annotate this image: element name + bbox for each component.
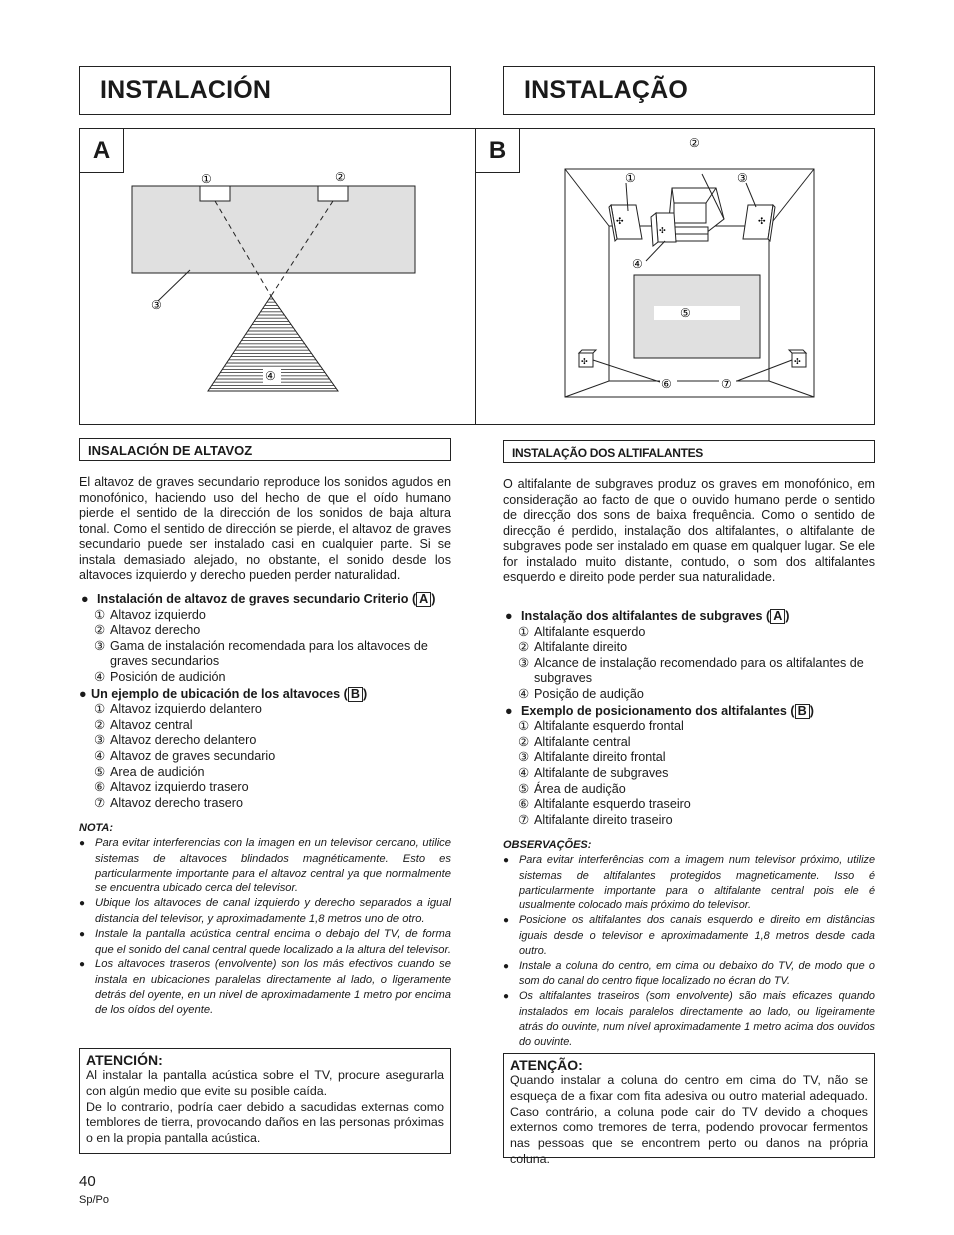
figure-a bbox=[79, 128, 476, 425]
fig-b-label-6: ⑥ bbox=[661, 377, 672, 391]
svg-text:✣: ✣ bbox=[794, 357, 801, 366]
list-item: ⑥ Altifalante esquerdo traseiro bbox=[518, 797, 691, 812]
page-title-right: INSTALAÇÃO bbox=[524, 76, 689, 104]
attention-title-left: ATENCIÓN: bbox=[86, 1052, 163, 1068]
language-code: Sp/Po bbox=[79, 1194, 109, 1206]
list-item: ② Altifalante direito bbox=[518, 640, 628, 655]
intro-left: El altavoz de graves secundario reproduce los sonidos agudos en monofónico, haciendo uso del hecho de que el oído humano pierde el sentido de la dirección de los sonidos de baja altura tonal. Como el sentido de dirección se pierde, el altavoz de graves secundario puede ser instalado casi en cualquier parte. Si se instala demasiado alejado, no obstante, el sonido desde los altavoces izquierdo y derecho pueden perder naturalidad. bbox=[79, 475, 451, 582]
list-item: ③ Alcance de instalação recomendado para os altifalantes de subgraves bbox=[518, 655, 864, 686]
list-item: ② Altavoz central bbox=[94, 717, 193, 732]
list-item: ⑦ Altifalante direito traseiro bbox=[518, 812, 673, 827]
bullet-heading-b-right: ● Exemplo de posicionamento dos altifalantes ( B ) bbox=[505, 703, 814, 718]
svg-text:✣: ✣ bbox=[581, 357, 588, 366]
list-item: ③ Gama de instalación recomendada para los altavoces de graves secundarios bbox=[94, 638, 428, 669]
note-title-right: OBSERVAÇÕES: bbox=[503, 839, 592, 851]
note-item: ● Posicione os altifalantes dos canais esquerdo e direito em distâncias iguais desde o televisor e aproximadamente 1,8 metros desde cada outro. bbox=[503, 914, 875, 957]
note-item: ● Para evitar interferências com a imagem num televisor próximo, utilize sistemas de altifalantes protegidos magneticamente. Isso é particularmente importante para o altifalante central pois ele é usualmente colocado mais próximo do televisor. bbox=[503, 854, 875, 912]
list-item: ① Altifalante esquerdo frontal bbox=[518, 719, 684, 734]
fig-a-label-2: ② bbox=[335, 170, 346, 184]
svg-text:✣: ✣ bbox=[659, 226, 666, 235]
list-item: ① Altavoz izquierdo delantero bbox=[94, 702, 262, 717]
figure-a-tag: A bbox=[80, 129, 124, 173]
fig-a-label-3: ③ bbox=[151, 298, 162, 312]
note-item: ● Instale a coluna do centro, em cima ou debaixo do TV, de modo que o som do canal do centro fique localizado no écran do TV. bbox=[503, 959, 875, 988]
front-left-speaker bbox=[609, 205, 642, 241]
figure-b bbox=[475, 128, 875, 425]
fig-a-label-1: ① bbox=[201, 172, 212, 186]
list-item: ① Altifalante esquerdo bbox=[518, 624, 646, 639]
fig-b-label-7: ⑦ bbox=[721, 377, 732, 391]
list-item: ① Altavoz izquierdo bbox=[94, 607, 206, 622]
list-item: ④ Altavoz de graves secundario bbox=[94, 748, 276, 763]
rear-right-speaker bbox=[789, 350, 806, 367]
list-item: ② Altavoz derecho bbox=[94, 623, 201, 638]
figure-b-tag: B bbox=[476, 129, 520, 173]
section-title-right: INSTALAÇÃO DOS ALTIFALANTES bbox=[503, 440, 875, 463]
section-title-left: INSALACIÓN DE ALTAVOZ bbox=[79, 438, 451, 461]
left-speaker bbox=[200, 186, 230, 201]
page-title-left: INSTALACIÓN bbox=[100, 76, 272, 104]
fig-b-label-3: ③ bbox=[737, 171, 748, 185]
fig-a-label-4: ④ bbox=[265, 369, 276, 383]
note-item: ● Ubique los altavoces de canal izquierdo y derecho separados a igual distancia del televisor, y aproximadamente 1,8 metros uno de otro. bbox=[79, 897, 451, 925]
page-number: 40 bbox=[79, 1173, 96, 1190]
attention-box-right bbox=[503, 1053, 875, 1166]
bullet-heading-b-left: ● Un ejemplo de ubicación de los altavoces ( B ) bbox=[79, 686, 368, 701]
rear-left-speaker bbox=[579, 350, 596, 367]
fig-b-label-1: ① bbox=[625, 171, 636, 185]
svg-text:✣: ✣ bbox=[758, 217, 766, 227]
note-item: ● Os altifalantes traseiros (som envolvente) são mais eficazes quando instalados em locais paralelos directamente ao lado, ou ligeiramente atrás do ouvinte, num nível aproximadamente 1 metro acima dos ouvidos do ouvinte. bbox=[503, 990, 875, 1048]
front-right-speaker bbox=[743, 205, 775, 241]
notes-left bbox=[79, 836, 451, 1018]
note-item: ● Para evitar interferencias con la imagen en un televisor cercano, utilice sistemas de altavoces blindados magnéticamente. Esto es particularmente importante para el altavoz central ya que normalmente se encuentra ubicado cerca del televisor. bbox=[79, 837, 451, 895]
fig-b-label-5: ⑤ bbox=[680, 306, 691, 320]
subwoofer bbox=[651, 213, 676, 246]
list-item: ③ Altifalante direito frontal bbox=[518, 750, 666, 765]
bullet-heading-a-right: ● Instalação dos altifalantes de subgraves ( A ) bbox=[505, 609, 790, 623]
note-item: ● Los altavoces traseros (envolvente) son los más efectivos cuando se instala en ubicaciones paralelas directamente al lado, o ligeramente detrás del oyente, en un nivel de aproximadamente 1 metro por encima de los oídos del oyente. bbox=[79, 958, 451, 1016]
figure-b-diagram bbox=[476, 129, 874, 424]
attention-box-left bbox=[79, 1048, 451, 1154]
attention-text-right: Quando instalar a coluna do centro em cima do TV, não se esqueça de a fixar com fita adesiva ou outro material adequado. Caso contrário, a coluna pode cair do TV devido a choques externos como tremores de terra, podendo provocar fermentos nas pessoas que se encontrem perto ou danos na própria coluna. bbox=[510, 1073, 868, 1166]
list-section-left bbox=[79, 592, 451, 811]
list-item: ④ Altifalante de subgraves bbox=[518, 765, 669, 780]
fig-b-label-2: ② bbox=[689, 136, 700, 150]
list-b-left bbox=[79, 702, 451, 811]
note-title-left: NOTA: bbox=[79, 822, 114, 834]
list-a-left bbox=[79, 608, 451, 686]
attention-text-left: Al instalar la pantalla acústica sobre el TV, procure asegurarla con algún medio que evite su posible caída. De lo contrario, podría caer debido a sacudidas externas como temblores de tierra, provocando daños en las personas próximas o en la propia pantalla acústica. bbox=[86, 1068, 444, 1146]
list-item: ⑦ Altavoz derecho trasero bbox=[94, 795, 244, 810]
figure-a-diagram bbox=[80, 129, 475, 424]
note-item: ● Instale la pantalla acústica central encima o debajo del TV, de forma que el sonido del canal central quede localizado a la altura del televisor. bbox=[79, 927, 451, 956]
list-item: ⑤ Area de audición bbox=[94, 764, 205, 779]
list-a-right bbox=[503, 625, 875, 703]
title-box-left bbox=[79, 66, 451, 115]
list-item: ⑤ Área de audição bbox=[518, 781, 626, 796]
notes-right bbox=[503, 853, 875, 1049]
list-item: ⑥ Altavoz izquierdo trasero bbox=[94, 780, 249, 795]
list-item: ④ Posición de audición bbox=[94, 669, 226, 684]
intro-right: O altifalante de subgraves produz os graves em monofónico, em consideração ao facto de que o ouvido humano perde o sentido de direcção dos sons de baixa frequência. Como o sentido de direcção é perdido, instalação dos altifalantes, o altifalante de subgraves pode ser instalado em quase em qualquer lugar. Se ele for instalado muito distante, contudo, o som dos altifalantes esquerdo e direito pode perder sua naturalidade. bbox=[503, 477, 875, 584]
list-item: ② Altifalante central bbox=[518, 734, 631, 749]
svg-text:✣: ✣ bbox=[616, 217, 624, 227]
fig-b-label-4: ④ bbox=[632, 257, 643, 271]
bullet-heading-a-left: ● Instalación de altavoz de graves secundario Criterio ( A ) bbox=[81, 592, 436, 606]
list-item: ③ Altavoz derecho delantero bbox=[94, 733, 257, 748]
attention-title-right: ATENÇÃO: bbox=[510, 1057, 583, 1073]
list-item: ④ Posição de audição bbox=[518, 686, 644, 701]
right-speaker bbox=[318, 186, 348, 201]
title-box-right bbox=[503, 66, 875, 115]
subwoofer-range-area bbox=[132, 186, 415, 273]
list-b-right bbox=[503, 719, 875, 828]
list-section-right bbox=[503, 609, 875, 828]
